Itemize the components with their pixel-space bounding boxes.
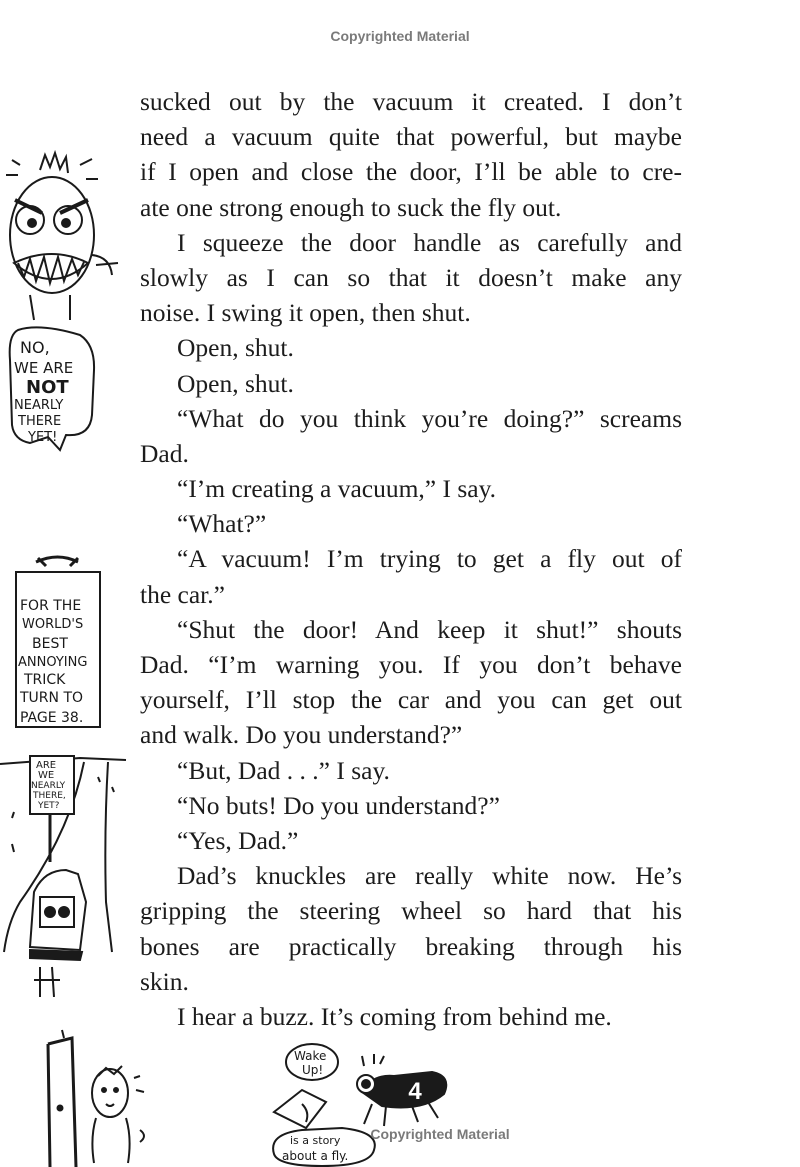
fly-illustration: [262, 1042, 462, 1167]
body-text: [140, 84, 682, 1034]
annoying-trick-sign-illustration: [8, 552, 108, 732]
text-line: bones are practically breaking through his: [140, 931, 682, 961]
bubble-line-0: NO,: [20, 338, 50, 357]
story-bubble-line-0: is a story: [290, 1134, 341, 1147]
text-line: need a vacuum quite that powerful, but maybe: [140, 122, 682, 152]
sign-line-1: WORLD'S: [22, 617, 84, 632]
bubble-line-3: NEARLY: [14, 398, 64, 413]
text-line: ate one strong enough to suck the fly out.: [140, 192, 562, 222]
road-sign-line-2: NEARLY: [31, 781, 66, 791]
text-line: slowly as I can so that it doesn’t make any: [140, 262, 682, 292]
text-line: Dad’s knuckles are really white now. He’s: [177, 861, 682, 891]
copyright-header: Copyrighted Material: [330, 28, 470, 44]
sign-line-0: FOR THE: [20, 598, 82, 614]
wake-bubble-line-0: Wake: [294, 1049, 327, 1063]
text-line: gripping the steering wheel so hard that his: [140, 896, 682, 926]
text-line: “But, Dad . . .” I say.: [177, 755, 390, 785]
text-line: noise. I swing it open, then shut.: [140, 298, 471, 328]
text-line: “What?”: [177, 509, 267, 539]
copyright-footer: Copyrighted Material: [370, 1126, 510, 1142]
text-line: Open, shut.: [177, 368, 294, 398]
sign-line-4: TRICK: [24, 672, 66, 688]
sign-line-2: BEST: [32, 636, 68, 652]
page-number: 4: [408, 1078, 422, 1105]
text-line: “What do you think you’re doing?” screams: [177, 403, 682, 433]
wake-bubble-line-1: Up!: [302, 1063, 324, 1077]
text-line: if I open and close the door, I’ll be able to cre-: [140, 157, 682, 187]
text-line: I hear a buzz. It’s coming from behind me.: [177, 1001, 612, 1031]
road-car-illustration: [0, 752, 128, 997]
story-bubble-line-1: about a fly.: [282, 1149, 349, 1163]
sign-line-6: PAGE 38.: [20, 710, 84, 726]
text-line: Dad.: [140, 438, 189, 468]
bubble-line-5: YET!: [28, 430, 58, 445]
text-line: “Shut the door! And keep it shut!” shouts: [177, 614, 682, 644]
text-line: the car.”: [140, 579, 225, 609]
text-line: yourself, I’ll stop the car and you can get out: [140, 685, 682, 715]
text-line: “I’m creating a vacuum,” I say.: [177, 474, 497, 504]
road-sign-line-1: WE: [38, 770, 55, 781]
text-line: sucked out by the vacuum it created. I don’t: [140, 87, 682, 116]
text-line: Dad. “I’m warning you. If you don’t behave: [140, 650, 682, 679]
door-character-illustration: [40, 1028, 170, 1167]
road-sign-line-4: YET?: [38, 801, 60, 811]
sign-line-5: TURN TO: [20, 690, 84, 706]
sign-line-3: ANNOYING: [18, 655, 88, 670]
angry-face-illustration: [0, 145, 128, 460]
text-line: skin.: [140, 966, 189, 996]
text-line: “A vacuum! I’m trying to get a fly out of: [177, 544, 682, 574]
text-line: “Yes, Dad.”: [177, 825, 299, 855]
bubble-line-1: WE ARE: [14, 359, 74, 377]
road-sign-line-0: ARE: [36, 760, 57, 771]
text-line: I squeeze the door handle as carefully and: [177, 227, 682, 257]
text-line: Open, shut.: [177, 333, 294, 363]
bubble-line-2: NOT: [26, 377, 69, 398]
text-line: and walk. Do you understand?”: [140, 720, 463, 750]
door-outline: [48, 1038, 76, 1167]
bubble-line-4: THERE: [18, 414, 62, 429]
road-sign-line-3: THERE,: [33, 791, 66, 801]
text-line: “No buts! Do you understand?”: [177, 790, 500, 820]
